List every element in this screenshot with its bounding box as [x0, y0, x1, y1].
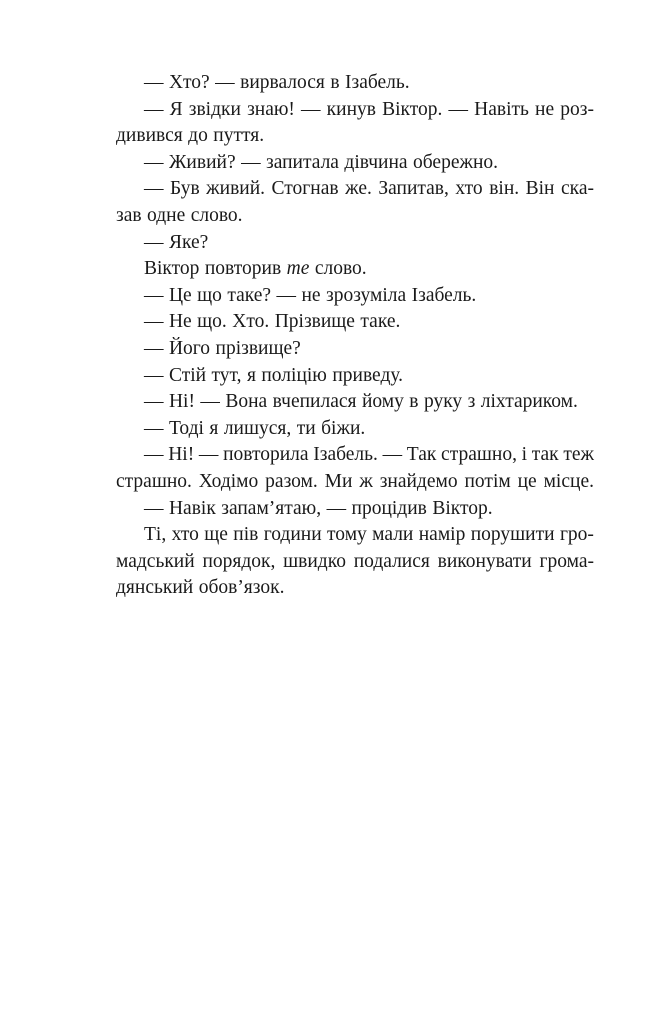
word: — [198, 444, 219, 466]
word: вирвалося [240, 72, 325, 93]
word: швидко [283, 550, 346, 572]
word: — [215, 72, 235, 93]
word: страшно, [441, 444, 517, 466]
word: йому [361, 391, 404, 413]
word: поліцію [261, 364, 327, 386]
word: — [144, 284, 164, 306]
word: кинув [326, 98, 376, 120]
text-line [116, 496, 594, 523]
word: ж [359, 470, 373, 492]
word: Його [168, 337, 211, 359]
word: страшно. [116, 470, 192, 492]
text-line [116, 97, 594, 124]
word: намір [418, 524, 466, 546]
word: Ізабель. [313, 444, 378, 466]
word: ще [204, 524, 228, 546]
word: години [263, 524, 322, 546]
word: роз- [560, 98, 594, 120]
word: хто [171, 524, 199, 546]
word: повторила [223, 444, 309, 466]
word: знаю! [247, 98, 295, 120]
word: дівчина [344, 151, 408, 173]
word: дивився [116, 125, 183, 147]
word: Живий? [168, 151, 236, 173]
word: повторив [204, 258, 282, 280]
word: руку [423, 391, 463, 413]
word: Віктор [144, 258, 200, 280]
word: Ізабель. [411, 284, 477, 306]
text-line [116, 203, 594, 230]
word: в [409, 391, 419, 413]
word: мадський [116, 550, 195, 572]
word: біжи. [321, 417, 366, 439]
word: одне [147, 204, 186, 226]
word: це [517, 470, 537, 492]
word: ліхтариком. [480, 391, 578, 413]
word: гро- [559, 524, 594, 546]
word: що [197, 284, 222, 306]
word: процідив [351, 497, 427, 519]
text-line [116, 176, 594, 203]
word: же. [345, 178, 372, 200]
text-line [116, 389, 594, 416]
word: дянський [116, 577, 194, 599]
word: прізвище? [215, 337, 301, 359]
word: Запитав, [378, 178, 449, 200]
word: Ходімо [198, 470, 259, 492]
text-line [116, 522, 594, 549]
book-page-text [116, 70, 594, 602]
text-line [116, 256, 594, 283]
word: потім [464, 470, 511, 492]
word: до [188, 125, 208, 147]
word: пуття. [213, 125, 265, 147]
word: — [276, 284, 297, 306]
word: Стогнав [271, 178, 339, 200]
word: так [531, 444, 559, 466]
word: слово. [314, 258, 367, 280]
word: я [246, 364, 256, 386]
word: — [301, 98, 321, 120]
word: — [326, 497, 347, 519]
word: Віктор. [432, 497, 493, 519]
word: Я [169, 98, 183, 120]
word: живий. [206, 178, 266, 200]
word: грома- [539, 550, 594, 572]
word: Не [168, 311, 192, 333]
word: Віктор. [382, 98, 443, 120]
word: що. [197, 311, 227, 333]
word: разом. [265, 470, 318, 492]
word: слово. [190, 204, 243, 226]
word: Вона [225, 391, 268, 413]
text-line [116, 123, 594, 150]
word: порядок, [202, 550, 276, 572]
word: ти [296, 417, 316, 439]
word: зрозуміла [326, 284, 407, 306]
word: таке. [360, 311, 401, 333]
word: — [144, 337, 164, 359]
word: в [330, 72, 340, 93]
word: лишуся, [223, 417, 292, 439]
word: Тоді [168, 417, 204, 439]
word: — [144, 311, 164, 333]
word: Яке? [168, 231, 209, 253]
word: він. [489, 178, 520, 200]
word: — [448, 98, 469, 120]
text-line [116, 416, 594, 443]
word: тут, [211, 364, 242, 386]
word: знайдемо [379, 470, 458, 492]
word: виконувати [437, 550, 532, 572]
word: — [241, 151, 261, 173]
text-line [116, 336, 594, 363]
word: вчепилася [272, 391, 357, 413]
text-line [116, 70, 594, 97]
word: я [209, 417, 219, 439]
word: таке? [227, 284, 272, 306]
word: Прізвище [274, 311, 355, 333]
word: мали [372, 524, 414, 546]
word: Ні! [168, 444, 195, 466]
text-line [116, 230, 594, 257]
word: — [144, 417, 164, 439]
word: Стій [168, 364, 207, 386]
word: Так [406, 444, 437, 466]
word: хто [455, 178, 483, 200]
word: Ізабель. [345, 72, 410, 93]
word: Він [525, 178, 555, 200]
text-line [116, 283, 594, 310]
word: — [382, 444, 403, 466]
word: зав [116, 204, 142, 226]
word: — [200, 391, 220, 413]
word: — [144, 178, 164, 200]
word: те [286, 258, 310, 280]
text-line [116, 442, 594, 469]
text-line [116, 549, 594, 576]
word: з [467, 391, 476, 413]
word: Навік [168, 497, 216, 519]
word: не [535, 98, 555, 120]
word: — [144, 72, 164, 93]
word: запам’ятаю, [221, 497, 322, 519]
word: Був [170, 178, 200, 200]
word: Ті, [144, 524, 167, 546]
word: — [144, 231, 164, 253]
word: — [144, 98, 164, 120]
word: теж [563, 444, 594, 466]
word: — [144, 497, 164, 519]
text-line [116, 575, 594, 602]
word: — [144, 391, 164, 413]
word: звідки [188, 98, 241, 120]
word: Навіть [474, 98, 529, 120]
word: тому [327, 524, 367, 546]
word: обов’язок. [198, 577, 285, 599]
word: порушити [470, 524, 555, 546]
word: — [144, 444, 164, 466]
word: — [144, 151, 164, 173]
word: запитала [266, 151, 339, 173]
word: ска- [561, 178, 594, 200]
word: і [521, 444, 528, 466]
word: Хто. [232, 311, 270, 333]
word: Хто? [168, 72, 210, 93]
word: не [301, 284, 321, 306]
word: приведу. [332, 364, 404, 386]
word: обережно. [413, 151, 499, 173]
text-line [116, 309, 594, 336]
text-line [116, 469, 594, 496]
word: Це [168, 284, 192, 306]
word: місце. [543, 470, 594, 492]
word: Ми [324, 470, 353, 492]
word: — [144, 364, 164, 386]
text-line [116, 363, 594, 390]
word: пів [233, 524, 259, 546]
word: Ні! [168, 391, 195, 413]
word: подалися [353, 550, 430, 572]
text-line [116, 150, 594, 177]
